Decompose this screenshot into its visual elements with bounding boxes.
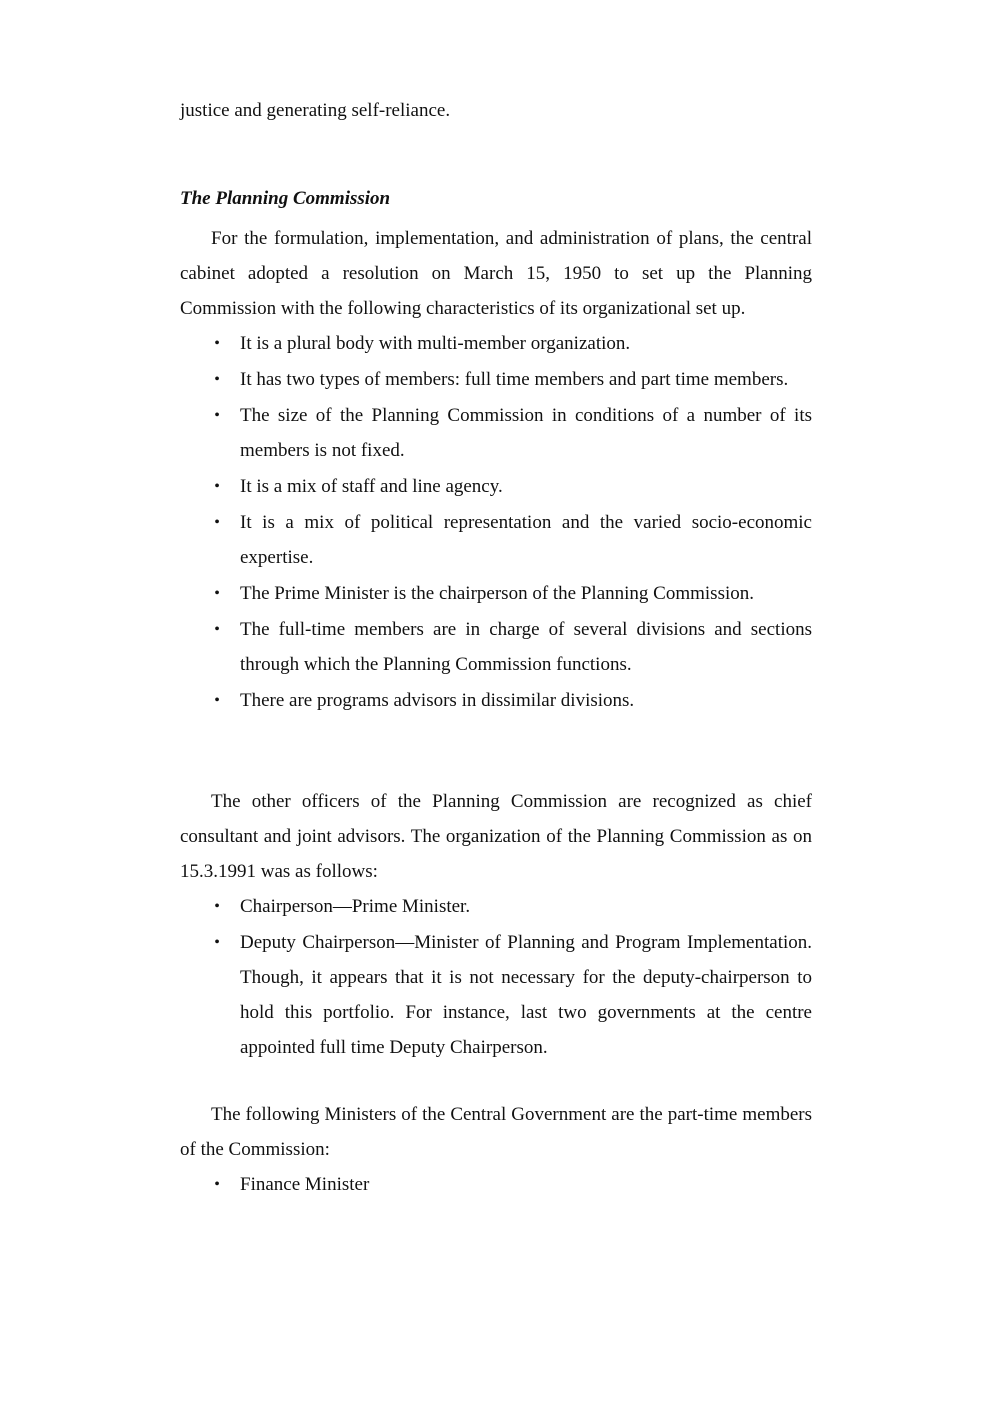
list-item bbox=[180, 612, 812, 682]
bullet-icon: • bbox=[214, 1176, 220, 1193]
bullet-icon: • bbox=[214, 335, 220, 352]
list-item bbox=[180, 925, 812, 1065]
bullet-icon: • bbox=[214, 407, 220, 424]
list-item bbox=[180, 889, 812, 924]
list-item bbox=[180, 326, 812, 361]
bullet-icon: • bbox=[214, 585, 220, 602]
characteristics-list bbox=[180, 326, 812, 719]
list-item-text: The Prime Minister is the chairperson of the Planning Commission. bbox=[240, 583, 754, 604]
bullet-icon: • bbox=[214, 478, 220, 495]
bullet-icon: • bbox=[214, 934, 220, 951]
officers-paragraph: The other officers of the Planning Commission are recognized as chief consultant and joint advisors. The organization of the Planning Commission as on 15.3.1991 was as follows: bbox=[180, 791, 812, 882]
list-item bbox=[180, 469, 812, 504]
list-item-text: The full-time members are in charge of several divisions and sections through which the Planning Commission functions. bbox=[240, 619, 812, 675]
list-item bbox=[180, 505, 812, 575]
list-item bbox=[180, 683, 812, 718]
part-time-members-list bbox=[180, 1167, 812, 1203]
list-item bbox=[180, 362, 812, 397]
bullet-icon: • bbox=[214, 514, 220, 531]
intro-paragraph: For the formulation, implementation, and administration of plans, the central cabinet adopted a resolution on March 15, 1950 to set up the Planning Commission with the following characteristics of its organizational set up. bbox=[180, 228, 812, 319]
bullet-icon: • bbox=[214, 371, 220, 388]
organization-list bbox=[180, 889, 812, 1066]
list-item-text: It has two types of members: full time members and part time members. bbox=[240, 369, 789, 390]
list-item-text: It is a plural body with multi-member organization. bbox=[240, 333, 631, 354]
list-item-text: It is a mix of staff and line agency. bbox=[240, 476, 503, 497]
list-item-text: Deputy Chairperson—Minister of Planning and Program Implementation. Though, it appears that it is not necessary for the deputy-chairperson to hold this portfolio. For instance, last two governments at the centre appointed full time Deputy Chairperson. bbox=[240, 932, 812, 1058]
list-item-text: There are programs advisors in dissimilar divisions. bbox=[240, 690, 635, 711]
list-item bbox=[180, 576, 812, 611]
continuation-text: justice and generating self-reliance. bbox=[180, 100, 451, 121]
list-item bbox=[180, 398, 812, 468]
section-heading: The Planning Commission bbox=[180, 188, 391, 209]
bullet-icon: • bbox=[214, 621, 220, 638]
bullet-icon: • bbox=[214, 692, 220, 709]
list-item-text: Chairperson—Prime Minister. bbox=[240, 896, 471, 917]
list-item bbox=[180, 1167, 812, 1202]
list-item-text: The size of the Planning Commission in conditions of a number of its members is not fixed. bbox=[240, 405, 812, 461]
list-item-text: Finance Minister bbox=[240, 1174, 370, 1195]
part-time-members-paragraph: The following Ministers of the Central Government are the part-time members of the Commission: bbox=[180, 1104, 812, 1160]
list-item-text: It is a mix of political representation and the varied socio-economic expertise. bbox=[240, 512, 812, 568]
bullet-icon: • bbox=[214, 898, 220, 915]
